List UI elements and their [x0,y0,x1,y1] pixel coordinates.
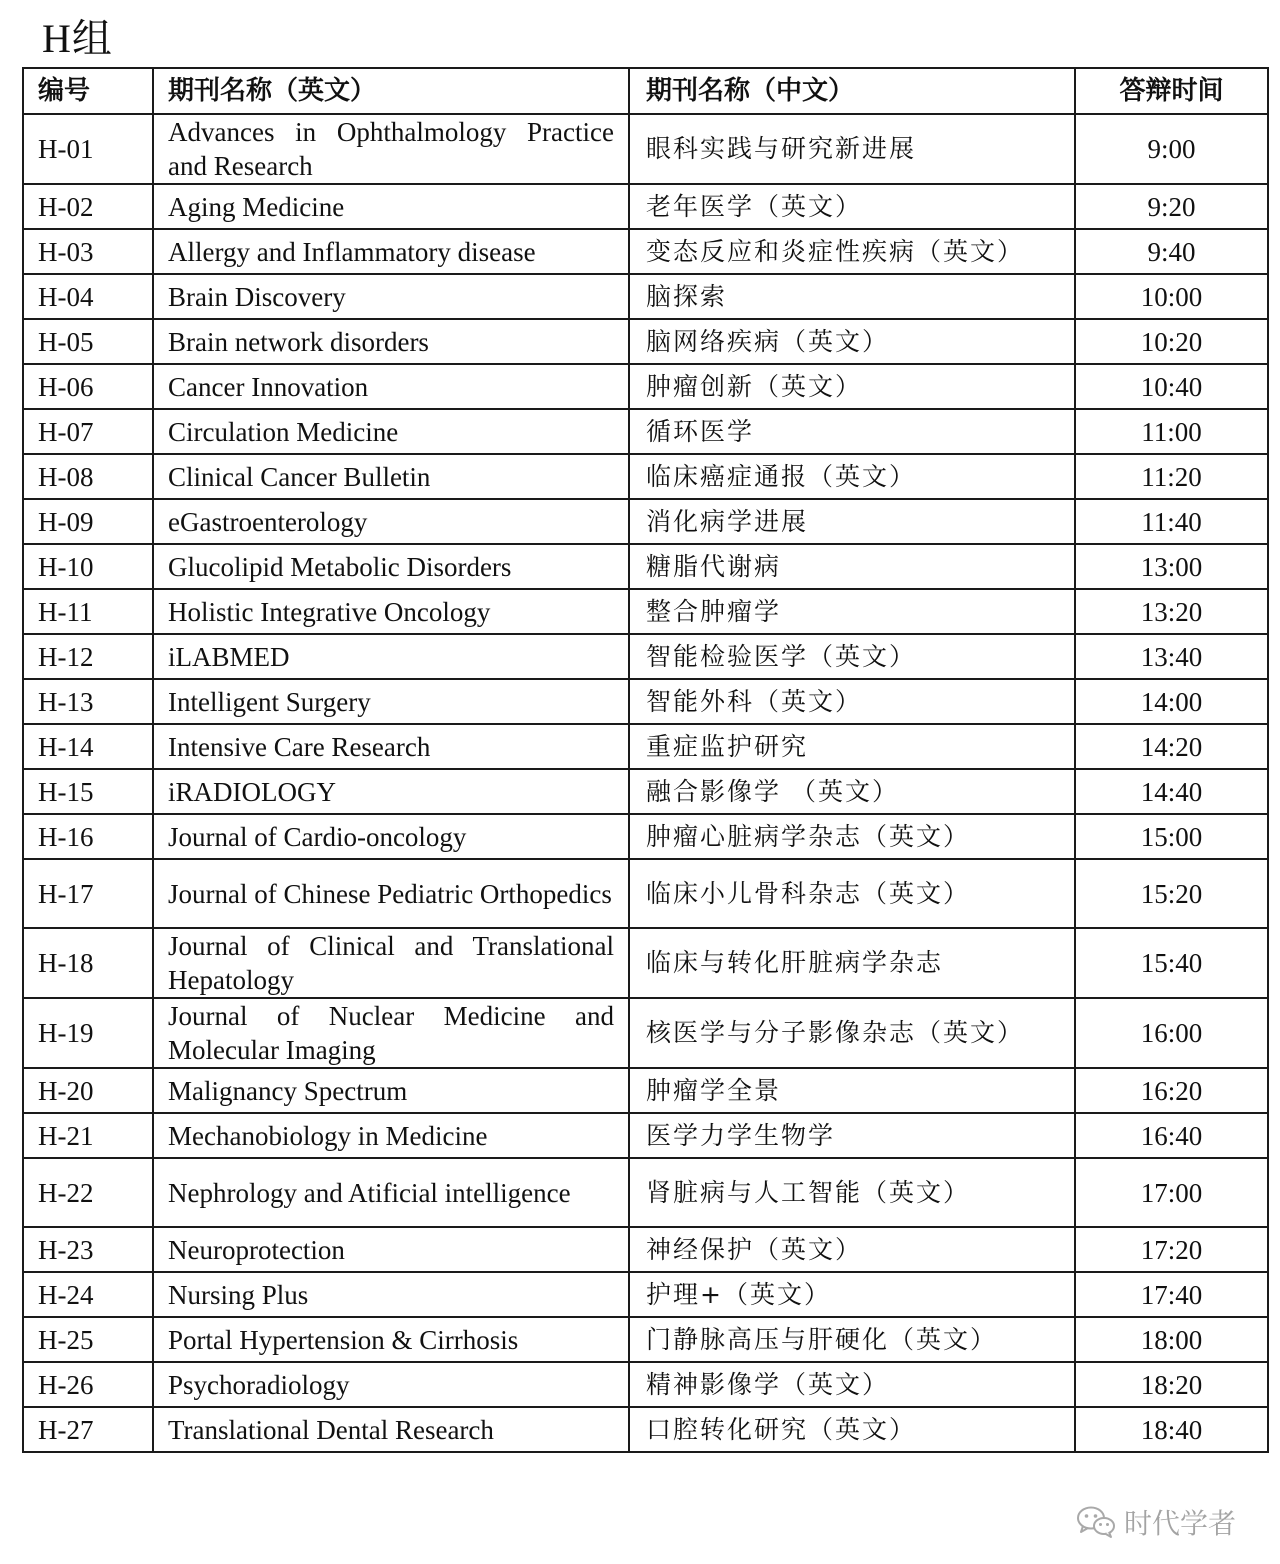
cell-time: 13:00 [1075,544,1268,589]
cell-time: 16:00 [1075,998,1268,1068]
cell-name-cn: 重症监护研究 [629,724,1075,769]
cell-time: 16:40 [1075,1113,1268,1158]
cell-name-en: Intensive Care Research [153,724,629,769]
cell-name-cn: 口腔转化研究（英文） [629,1407,1075,1452]
cell-time: 9:40 [1075,229,1268,274]
cell-name-en: Psychoradiology [153,1362,629,1407]
cell-name-cn: 临床与转化肝脏病学杂志 [629,928,1075,998]
cell-name-en: Brain Discovery [153,274,629,319]
cell-time: 11:00 [1075,409,1268,454]
table-row [23,1317,1268,1362]
cell-id: H-03 [23,229,153,274]
cell-time: 13:20 [1075,589,1268,634]
cell-name-cn: 智能检验医学（英文） [629,634,1075,679]
cell-name-en: Intelligent Surgery [153,679,629,724]
table-header-row [23,68,1268,114]
cell-time: 17:00 [1075,1158,1268,1227]
cell-time: 13:40 [1075,634,1268,679]
cell-name-cn: 变态反应和炎症性疾病（英文） [629,229,1075,274]
cell-id: H-01 [23,114,153,184]
cell-id: H-13 [23,679,153,724]
cell-time: 10:40 [1075,364,1268,409]
cell-name-cn: 脑网络疾病（英文） [629,319,1075,364]
cell-name-cn: 脑探索 [629,274,1075,319]
table-row [23,1227,1268,1272]
cell-name-cn: 门静脉高压与肝硬化（英文） [629,1317,1075,1362]
watermark-text: 时代学者 [1123,1507,1236,1540]
cell-name-cn: 肿瘤心脏病学杂志（英文） [629,814,1075,859]
table-row [23,409,1268,454]
cell-name-cn: 精神影像学（英文） [629,1362,1075,1407]
table-row [23,114,1268,184]
table-row [23,1407,1268,1452]
cell-time: 15:40 [1075,928,1268,998]
table-row [23,998,1268,1068]
table-row [23,319,1268,364]
cell-name-cn: 临床小儿骨科杂志（英文） [629,859,1075,928]
cell-name-en: Mechanobiology in Medicine [153,1113,629,1158]
cell-name-cn: 肿瘤学全景 [629,1068,1075,1113]
cell-time: 16:20 [1075,1068,1268,1113]
cell-name-en: Journal of Clinical and Translational Hepatology [153,928,629,998]
cell-time: 17:40 [1075,1272,1268,1317]
cell-name-en: Malignancy Spectrum [153,1068,629,1113]
table-row [23,814,1268,859]
cell-time: 14:20 [1075,724,1268,769]
cell-id: H-17 [23,859,153,928]
table-row [23,634,1268,679]
cell-name-en: Journal of Nuclear Medicine and Molecular Imaging [153,998,629,1068]
cell-name-cn: 肿瘤创新（英文） [629,364,1075,409]
cell-time: 14:00 [1075,679,1268,724]
table-row [23,724,1268,769]
cell-id: H-22 [23,1158,153,1227]
table-row [23,364,1268,409]
cell-time: 15:20 [1075,859,1268,928]
table-row [23,544,1268,589]
cell-name-cn: 整合肿瘤学 [629,589,1075,634]
cell-name-en: Cancer Innovation [153,364,629,409]
cell-name-cn: 消化病学进展 [629,499,1075,544]
cell-name-en: Nursing Plus [153,1272,629,1317]
cell-id: H-24 [23,1272,153,1317]
cell-id: H-26 [23,1362,153,1407]
cell-name-cn: 循环医学 [629,409,1075,454]
table-row [23,769,1268,814]
cell-time: 15:00 [1075,814,1268,859]
cell-name-cn: 医学力学生物学 [629,1113,1075,1158]
cell-name-en: Glucolipid Metabolic Disorders [153,544,629,589]
table-row [23,274,1268,319]
journal-schedule-table [22,67,1269,1453]
cell-time: 18:00 [1075,1317,1268,1362]
watermark [1076,1502,1236,1542]
cell-name-en: Clinical Cancer Bulletin [153,454,629,499]
header-time: 答辩时间 [1075,68,1268,114]
cell-id: H-14 [23,724,153,769]
cell-name-cn: 肾脏病与人工智能（英文） [629,1158,1075,1227]
cell-time: 18:20 [1075,1362,1268,1407]
cell-id: H-23 [23,1227,153,1272]
header-id: 编号 [23,68,153,114]
cell-name-en: Portal Hypertension & Cirrhosis [153,1317,629,1362]
cell-name-en: Circulation Medicine [153,409,629,454]
table-row [23,454,1268,499]
table-row [23,589,1268,634]
cell-id: H-27 [23,1407,153,1452]
cell-id: H-08 [23,454,153,499]
cell-id: H-18 [23,928,153,998]
cell-name-en: iRADIOLOGY [153,769,629,814]
cell-name-en: eGastroenterology [153,499,629,544]
cell-id: H-02 [23,184,153,229]
cell-time: 11:20 [1075,454,1268,499]
cell-time: 18:40 [1075,1407,1268,1452]
cell-time: 17:20 [1075,1227,1268,1272]
table-row [23,928,1268,998]
cell-name-en: Holistic Integrative Oncology [153,589,629,634]
table-row [23,1158,1268,1227]
table-row [23,1113,1268,1158]
cell-id: H-09 [23,499,153,544]
table-row [23,229,1268,274]
cell-id: H-10 [23,544,153,589]
cell-name-cn: 临床癌症通报（英文） [629,454,1075,499]
table-row [23,859,1268,928]
cell-id: H-12 [23,634,153,679]
cell-id: H-20 [23,1068,153,1113]
cell-name-en: Journal of Chinese Pediatric Orthopedics [153,859,629,928]
table-row [23,679,1268,724]
cell-id: H-06 [23,364,153,409]
cell-id: H-21 [23,1113,153,1158]
header-name-en: 期刊名称（英文） [153,68,629,114]
cell-id: H-11 [23,589,153,634]
cell-name-cn: 融合影像学 （英文） [629,769,1075,814]
cell-name-cn: 核医学与分子影像杂志（英文） [629,998,1075,1068]
cell-id: H-25 [23,1317,153,1362]
cell-name-en: Neuroprotection [153,1227,629,1272]
cell-name-cn: 糖脂代谢病 [629,544,1075,589]
cell-time: 9:20 [1075,184,1268,229]
cell-id: H-16 [23,814,153,859]
cell-name-cn: 老年医学（英文） [629,184,1075,229]
cell-id: H-07 [23,409,153,454]
group-title: H组 [42,16,113,61]
cell-name-en: Aging Medicine [153,184,629,229]
cell-name-en: Journal of Cardio-oncology [153,814,629,859]
table-row [23,1068,1268,1113]
cell-id: H-19 [23,998,153,1068]
table-row [23,1272,1268,1317]
cell-name-en: Translational Dental Research [153,1407,629,1452]
cell-name-cn: 护理+（英文） [629,1272,1075,1317]
cell-name-en: iLABMED [153,634,629,679]
table-row [23,499,1268,544]
cell-name-en: Brain network disorders [153,319,629,364]
cell-time: 10:00 [1075,274,1268,319]
cell-name-cn: 眼科实践与研究新进展 [629,114,1075,184]
table-row [23,1362,1268,1407]
cell-name-en: Allergy and Inflammatory disease [153,229,629,274]
table-row [23,184,1268,229]
table-body [23,114,1268,1452]
cell-name-en: Nephrology and Atificial intelligence [153,1158,629,1227]
cell-time: 14:40 [1075,769,1268,814]
cell-id: H-15 [23,769,153,814]
cell-id: H-05 [23,319,153,364]
cell-name-cn: 智能外科（英文） [629,679,1075,724]
cell-time: 9:00 [1075,114,1268,184]
cell-name-cn: 神经保护（英文） [629,1227,1075,1272]
cell-name-en: Advances in Ophthalmology Practice and Research [153,114,629,184]
cell-id: H-04 [23,274,153,319]
cell-time: 11:40 [1075,499,1268,544]
wechat-icon [1076,1505,1116,1539]
cell-time: 10:20 [1075,319,1268,364]
header-name-cn: 期刊名称（中文） [629,68,1075,114]
